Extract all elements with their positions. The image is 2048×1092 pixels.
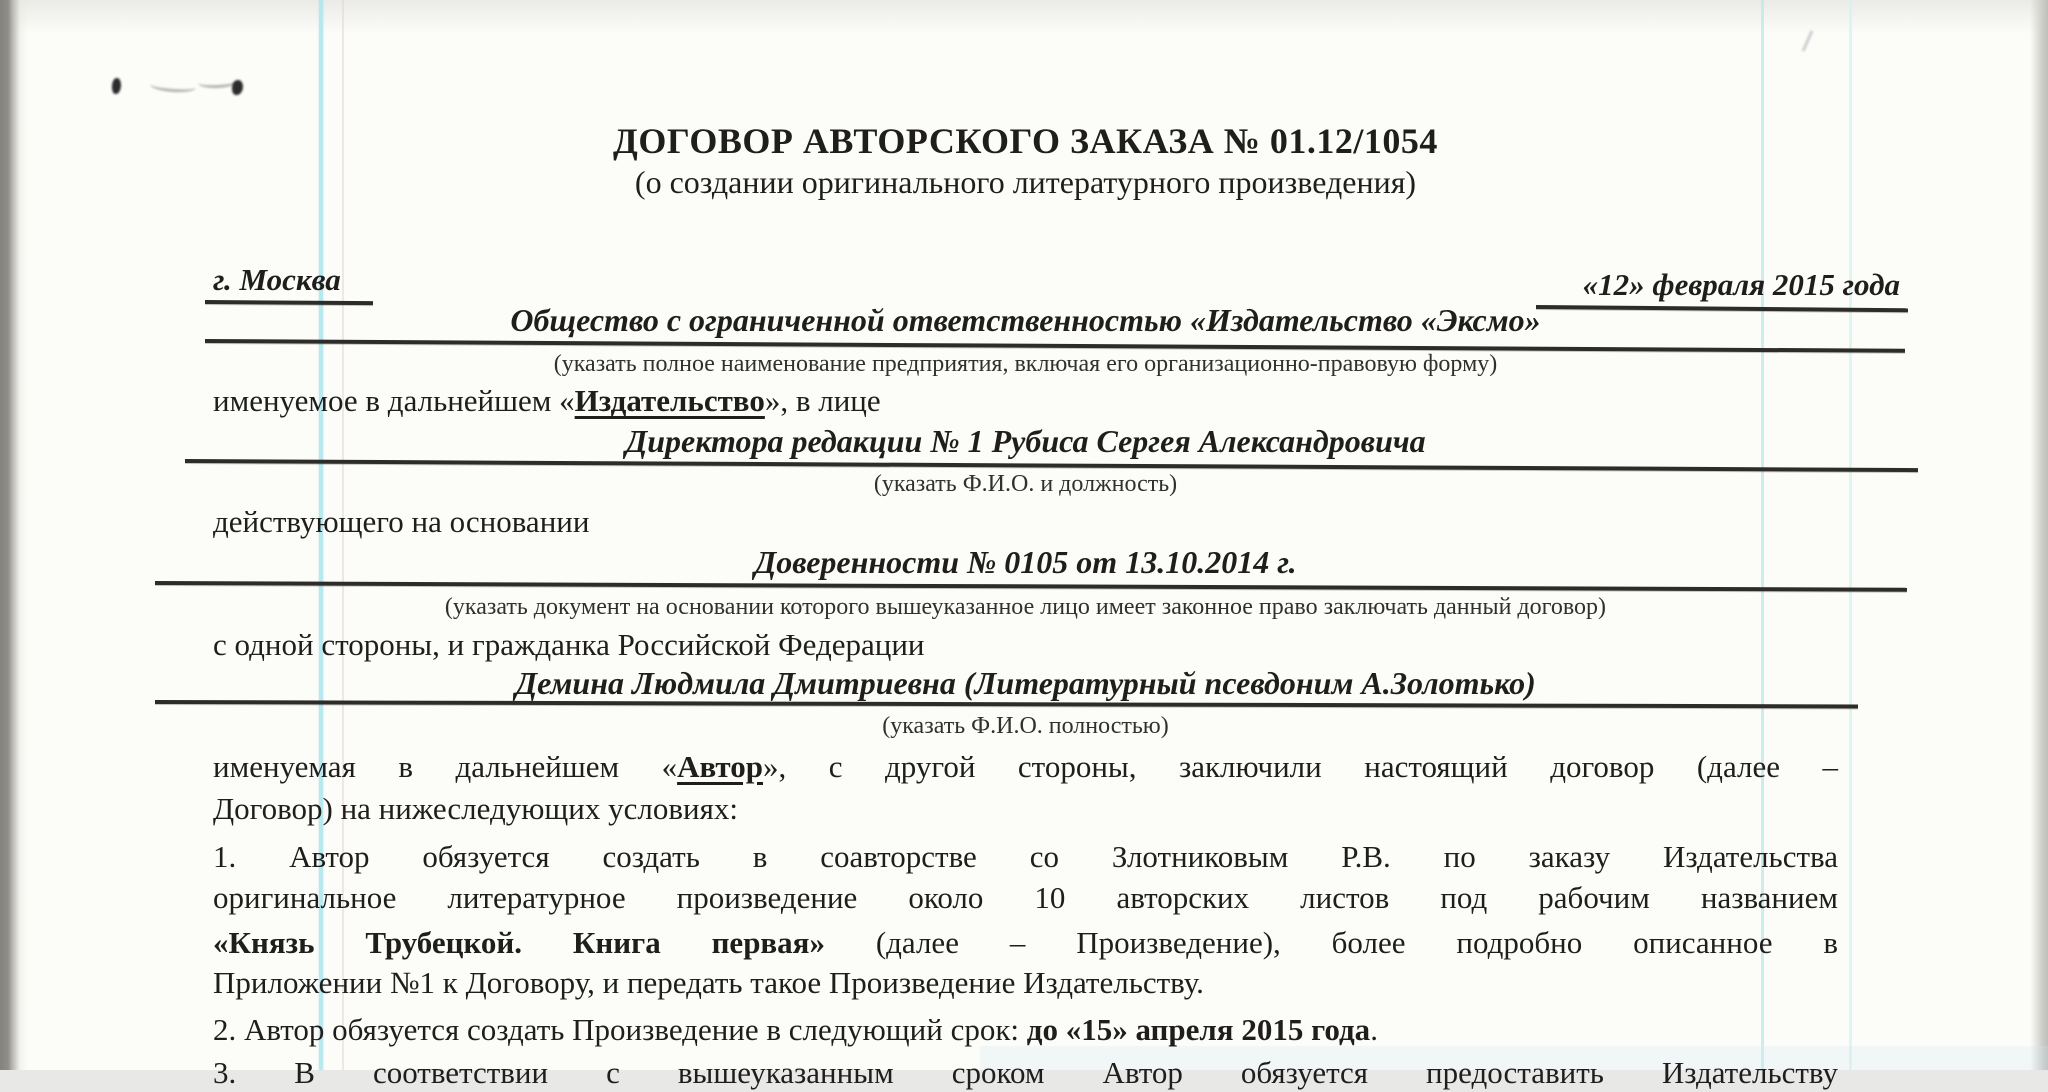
representative-name: Директора редакции № 1 Рубиса Сергея Александровича xyxy=(625,423,1426,459)
defined-term-author: Автор xyxy=(677,749,763,784)
text-segment: », с другой стороны, заключили настоящий договор (далее – xyxy=(763,749,1838,784)
text-segment: . xyxy=(1370,1012,1378,1047)
work-title: «Князь Трубецкой. Книга первая» xyxy=(213,925,825,960)
publisher-name: Общество с ограниченной ответственностью «Издательство «Эксмо» xyxy=(510,302,1541,338)
contract-clause-2-line xyxy=(213,1011,1838,1049)
contract-text-line: Договор) на нижеследующих условиях: xyxy=(213,791,738,826)
field-hint-authority: (указать документ на основании которого вышеуказанное лицо имеет законное право заключать данный договор) xyxy=(444,594,1607,620)
field-hint-publisher: (указать полное наименование предприятия, включая его организационно-правовую форму) xyxy=(553,351,1498,377)
text-segment: (далее – Произведение), более подробно описанное в xyxy=(824,925,1839,960)
field-rule-authority xyxy=(155,581,1907,592)
document-subtitle: (о создании оригинального литературного произведения) xyxy=(634,164,1417,200)
authority-document: Доверенности № 0105 от 13.10.2014 г. xyxy=(754,544,1297,580)
deadline-date: до «15» апреля 2015 года xyxy=(1026,1012,1371,1047)
contract-clause-1-line: оригинальное литературное произведение около 10 авторских листов под рабочим названием xyxy=(213,880,1838,915)
text-segment: 2. Автор обязуется создать Произведение в следующий срок: xyxy=(213,1012,1027,1047)
paper-top-shading xyxy=(0,0,2048,34)
pencil-mark xyxy=(150,78,197,93)
document-title: ДОГОВОР АВТОРСКОГО ЗАКАЗА № 01.12/1054 xyxy=(613,121,1438,161)
pencil-mark xyxy=(232,80,243,95)
contract-clause-1-line: Приложении №1 к Договору, и передать такое Произведение Издательству. xyxy=(213,965,1204,1000)
contract-text-line xyxy=(213,748,1838,786)
contract-clause-3-line-clipped: 3. В соответствии с вышеуказанным сроком Автор обязуется предоставить Издательству xyxy=(213,1055,1838,1090)
scanner-edge-left xyxy=(0,0,28,1070)
acting-basis-line: действующего на основании xyxy=(213,504,590,539)
pencil-mark xyxy=(112,78,121,94)
text-segment: именуемое в дальнейшем « xyxy=(213,383,575,418)
contract-clause-1-line: 1. Автор обязуется создать в соавторстве со Злотниковым Р.В. по заказу Издательства xyxy=(213,839,1838,874)
city-label: г. Москва xyxy=(213,262,341,297)
text-segment: именуемая в дальнейшем « xyxy=(213,749,678,784)
author-name: Демина Людмила Дмитриевна (Литературный псевдоним А.Золотько) xyxy=(515,665,1536,701)
defined-term-publisher: Издательство xyxy=(574,383,765,418)
field-hint-author: (указать Ф.И.О. полностью) xyxy=(882,713,1169,739)
date-label: «12» февраля 2015 года xyxy=(1582,267,1900,302)
party-line: с одной стороны, и гражданка Российской Федерации xyxy=(213,627,925,662)
text-segment: », в лице xyxy=(764,383,881,418)
contract-clause-1-line xyxy=(213,924,1838,962)
ruled-line-cyan-right-2 xyxy=(1849,0,1852,1070)
scanner-edge-right xyxy=(2030,0,2048,1070)
publisher-naming-line xyxy=(213,382,1838,420)
field-hint-representative: (указать Ф.И.О. и должность) xyxy=(873,471,1178,497)
